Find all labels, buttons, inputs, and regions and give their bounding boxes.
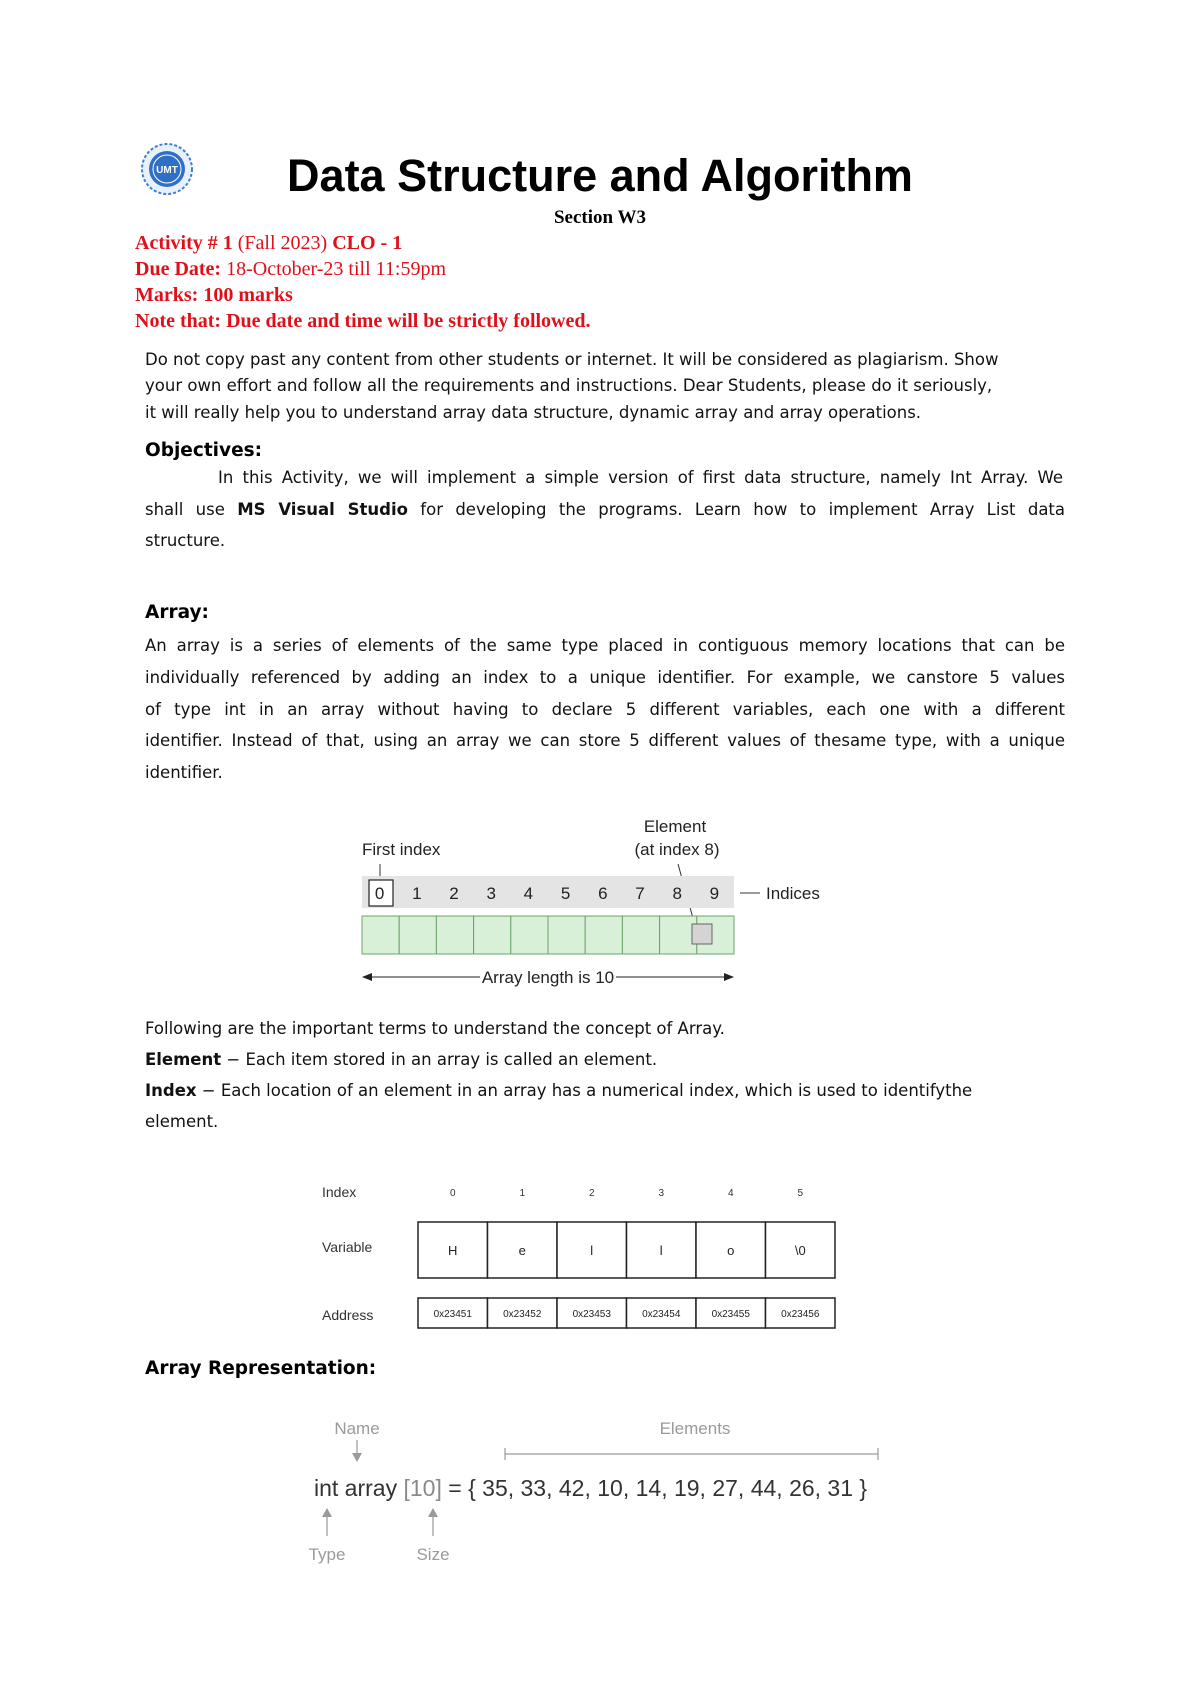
note-value: Due date and time will be strictly followed. [221, 310, 591, 332]
memory-table-diagram [310, 1170, 870, 1340]
name-arrowhead [352, 1453, 362, 1462]
code-close: } [853, 1475, 868, 1501]
array-cell-7 [622, 916, 659, 954]
size-arrowhead [428, 1508, 438, 1517]
elements-label: Elements [659, 1419, 731, 1438]
array-cell-4 [511, 916, 548, 954]
element-highlight [692, 924, 712, 944]
array-cell-2 [436, 916, 473, 954]
address-value-4: 0x23455 [711, 1309, 750, 1320]
array-line-2: individually referenced by adding an index to a unique identifier. For example, we canstore 5 values [145, 668, 1065, 687]
address-value-3: 0x23454 [642, 1309, 681, 1320]
due-date-line [135, 258, 446, 281]
objectives-line-1 [218, 468, 1063, 487]
ms-visual-studio: MS Visual Studio [237, 500, 408, 519]
mem-index-1: 1 [519, 1188, 526, 1199]
first-index-label: First index [362, 840, 441, 859]
size-label: Size [416, 1545, 450, 1564]
length-arrowhead-left [362, 973, 372, 981]
address-value-5: 0x23456 [781, 1309, 820, 1320]
array-line-1: An array is a series of elements of the same type placed in contiguous memory locations that can be [145, 636, 1065, 655]
array-line-4: identifier. Instead of that, using an array we can store 5 different values of thesame type, with a unique [145, 731, 1065, 750]
array-cell-0 [362, 916, 399, 954]
activity-clo: CLO - 1 [332, 232, 403, 254]
variable-value-5: \0 [794, 1243, 806, 1258]
variable-value-2: l [590, 1243, 594, 1258]
due-label: Due Date: [135, 258, 222, 280]
element-term: Element [145, 1050, 222, 1069]
array-line-3: of type int in an array without having to declare 5 different variables, each one with a different [145, 700, 1065, 719]
index-term: Index [145, 1081, 197, 1100]
intro-line-2: your own effort and follow all the requirements and instructions. Dear Students, please do it seriously, [145, 376, 993, 395]
array-indices-diagram [350, 810, 870, 995]
index-def: − Each location of an element in an array has a numerical index, which is used to identifythe [196, 1081, 973, 1100]
address-value-1: 0x23452 [503, 1309, 542, 1320]
index-9: 9 [709, 884, 720, 903]
objectives-line-2 [145, 500, 1065, 519]
objectives-line-2a: shall use [145, 500, 238, 519]
variable-value-4: o [727, 1243, 735, 1258]
element-index-label: (at index 8) [634, 840, 720, 859]
element-label: Element [643, 817, 707, 836]
index-8: 8 [672, 884, 682, 903]
index-3: 3 [486, 884, 496, 903]
array-representation-diagram [300, 1410, 920, 1580]
objectives-line-2c: for developing the programs. Learn how to implement Array List data [407, 500, 1066, 519]
variable-value-1: e [518, 1243, 526, 1258]
objectives-line-3: structure. [145, 531, 226, 550]
name-label: Name [334, 1419, 380, 1438]
mem-index-4: 4 [727, 1188, 734, 1199]
logo-text: UMT [156, 165, 178, 176]
array-cell-3 [474, 916, 511, 954]
array-cell-6 [585, 916, 622, 954]
address-value-0: 0x23451 [433, 1309, 472, 1320]
index-5: 5 [560, 884, 571, 903]
index-definition-2: element. [145, 1112, 219, 1131]
intro-line-1: Do not copy past any content from other students or internet. It will be considered as plagiarism. Show [145, 350, 999, 369]
activity-term: (Fall 2023) [232, 232, 333, 254]
marks-value: 100 marks [198, 284, 293, 306]
section-label: Section W3 [553, 207, 646, 228]
index-6: 6 [598, 884, 608, 903]
mem-index-2: 2 [588, 1188, 595, 1199]
code-values: 35, 33, 42, 10, 14, 19, 27, 44, 26, 31 [482, 1475, 854, 1501]
row-label-variable: Variable [322, 1239, 373, 1255]
row-label-index: Index [322, 1184, 357, 1200]
code-size: [10] [403, 1475, 442, 1501]
marks-line [135, 284, 293, 307]
element-definition [145, 1050, 1065, 1069]
code-eq: = { [441, 1475, 483, 1501]
type-label: Type [308, 1545, 346, 1564]
due-value: 18-October-23 till 11:59pm [221, 258, 447, 280]
address-value-2: 0x23453 [572, 1309, 611, 1320]
array-cell-8 [660, 916, 697, 954]
index-2: 2 [449, 884, 459, 903]
index-4: 4 [523, 884, 534, 903]
activity-label: Activity # 1 [135, 232, 233, 254]
indices-label: Indices [766, 884, 820, 903]
array-length-label: Array length is 10 [481, 968, 615, 987]
array-heading: Array: [145, 602, 209, 623]
index-definition [145, 1081, 1065, 1100]
page-title: Data Structure and Algorithm [287, 150, 913, 201]
marks-label: Marks: [135, 284, 199, 306]
mem-index-0: 0 [449, 1188, 456, 1199]
note-label: Note that: [135, 310, 222, 332]
type-arrowhead [322, 1508, 332, 1517]
length-arrowhead-right [724, 973, 734, 981]
note-line [135, 310, 591, 333]
index-7: 7 [635, 884, 645, 903]
code-prefix: int array [314, 1475, 404, 1501]
activity-line [135, 232, 402, 255]
array-representation-heading: Array Representation: [145, 1358, 377, 1379]
variable-value-3: l [659, 1243, 663, 1258]
row-label-address: Address [322, 1307, 374, 1323]
mem-index-5: 5 [797, 1188, 804, 1199]
array-line-5: identifier. [145, 763, 223, 782]
array-cell-5 [548, 916, 585, 954]
index-1: 1 [412, 884, 422, 903]
index-0: 0 [374, 884, 385, 903]
array-declaration [314, 1475, 867, 1501]
element-def: − Each item stored in an array is called an element. [221, 1050, 658, 1069]
intro-line-3: it will really help you to understand array data structure, dynamic array and array operations. [145, 403, 922, 422]
array-cell-1 [399, 916, 436, 954]
mem-index-3: 3 [658, 1188, 665, 1199]
objectives-line-1-text: In this Activity, we will implement a simple version of first data structure, namely Int Array. We [218, 468, 1063, 487]
objectives-heading: Objectives: [145, 440, 263, 461]
terms-intro: Following are the important terms to understand the concept of Array. [145, 1019, 725, 1038]
variable-value-0: H [448, 1243, 458, 1258]
